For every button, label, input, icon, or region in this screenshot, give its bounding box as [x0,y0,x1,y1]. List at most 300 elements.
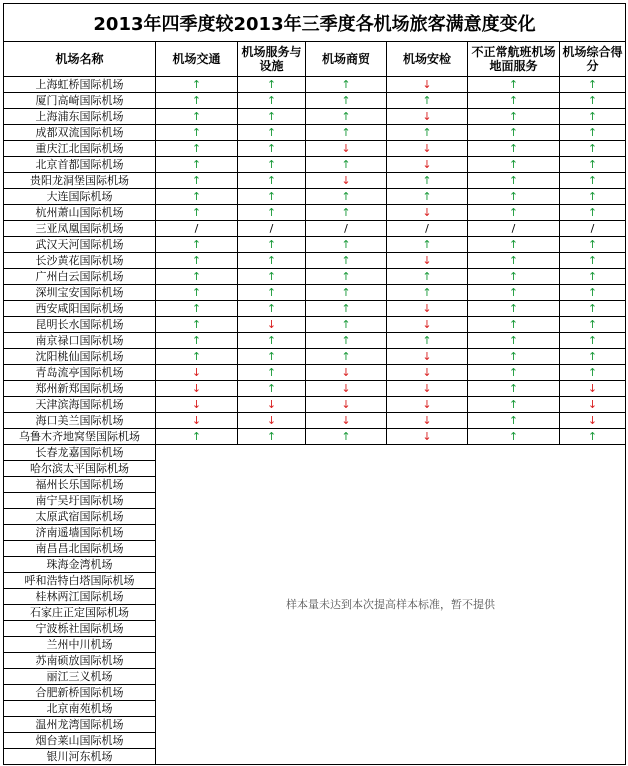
arrow-up-icon: ↑ [191,254,202,267]
arrow-down-icon: ↓ [422,302,432,315]
change-cell [468,365,560,381]
change-cell [238,109,306,125]
change-cell [238,333,306,349]
airport-name-cell: 珠海金湾机场 [4,557,156,573]
change-cell [238,413,306,429]
arrow-up-icon: ↑ [587,334,598,347]
arrow-up-icon: ↑ [191,94,202,107]
arrow-down-icon: ↓ [341,174,351,187]
change-cell [387,285,468,301]
airport-name-cell: 石家庄正定国际机场 [4,605,156,621]
not-applicable-mark: / [269,222,274,235]
change-cell [156,317,238,333]
arrow-up-icon: ↑ [508,174,519,187]
airport-name-cell: 青岛流亭国际机场 [4,365,156,381]
arrow-up-icon: ↑ [191,318,202,331]
table-row [4,189,626,205]
arrow-down-icon: ↓ [341,142,351,155]
table-row [4,109,626,125]
arrow-up-icon: ↑ [341,286,351,299]
arrow-down-icon: ↓ [422,382,432,395]
change-cell [306,269,387,285]
change-cell [238,429,306,445]
change-cell [560,237,626,253]
arrow-up-icon: ↑ [341,78,351,91]
change-cell [387,173,468,189]
arrow-down-icon: ↓ [422,350,432,363]
change-cell [468,333,560,349]
change-cell [156,221,238,237]
airport-name-cell: 乌鲁木齐地窝堡国际机场 [4,429,156,445]
airport-name-cell: 北京南苑机场 [4,701,156,717]
change-cell [387,253,468,269]
change-cell [156,93,238,109]
arrow-up-icon: ↑ [508,94,519,107]
header-security: 机场安检 [387,42,468,77]
arrow-down-icon: ↓ [422,110,432,123]
table-row [4,157,626,173]
change-cell [560,77,626,93]
table-row [4,301,626,317]
arrow-up-icon: ↑ [587,270,598,283]
change-cell [387,205,468,221]
arrow-up-icon: ↑ [587,174,598,187]
change-cell [306,397,387,413]
change-cell [306,317,387,333]
change-cell [238,125,306,141]
change-cell [560,381,626,397]
change-cell [468,429,560,445]
arrow-up-icon: ↑ [587,350,598,363]
airport-name-cell: 丽江三义机场 [4,669,156,685]
arrow-up-icon: ↑ [422,174,432,187]
change-cell [306,413,387,429]
arrow-up-icon: ↑ [191,270,202,283]
airport-name-cell: 济南遥墙国际机场 [4,525,156,541]
arrow-up-icon: ↑ [422,238,432,251]
table-row [4,125,626,141]
change-cell [238,221,306,237]
arrow-up-icon: ↑ [508,350,519,363]
airport-name-cell: 太原武宿国际机场 [4,509,156,525]
arrow-up-icon: ↑ [266,190,277,203]
change-cell [238,285,306,301]
arrow-up-icon: ↑ [191,174,202,187]
change-cell [387,237,468,253]
change-cell [306,237,387,253]
table-row [4,221,626,237]
change-cell [306,301,387,317]
arrow-up-icon: ↑ [587,286,598,299]
not-applicable-mark: / [425,222,429,235]
arrow-up-icon: ↑ [587,158,598,171]
table-row [4,269,626,285]
change-cell [387,317,468,333]
arrow-up-icon: ↑ [587,302,598,315]
arrow-up-icon: ↑ [587,430,598,443]
arrow-up-icon: ↑ [266,286,277,299]
arrow-up-icon: ↑ [191,238,202,251]
table-row [4,237,626,253]
airport-name-cell: 广州白云国际机场 [4,269,156,285]
arrow-down-icon: ↓ [587,398,598,411]
change-cell [468,221,560,237]
table-row [4,381,626,397]
airport-name-cell: 天津滨海国际机场 [4,397,156,413]
arrow-up-icon: ↑ [508,78,519,91]
arrow-up-icon: ↑ [587,366,598,379]
change-cell [468,125,560,141]
airport-name-cell: 昆明长水国际机场 [4,317,156,333]
table-row [4,397,626,413]
change-cell [306,285,387,301]
satisfaction-table [3,3,626,765]
change-cell [560,333,626,349]
arrow-up-icon: ↑ [266,158,277,171]
change-cell [560,93,626,109]
arrow-up-icon: ↑ [341,334,351,347]
change-cell [468,413,560,429]
not-applicable-mark: / [511,222,516,235]
airport-name-cell: 武汉天河国际机场 [4,237,156,253]
arrow-down-icon: ↓ [266,414,277,427]
table-title: 2013年四季度较2013年三季度各机场旅客满意度变化 [4,4,626,42]
change-cell [238,253,306,269]
arrow-up-icon: ↑ [508,238,519,251]
change-cell [560,173,626,189]
change-cell [560,349,626,365]
arrow-up-icon: ↑ [266,206,277,219]
arrow-up-icon: ↑ [508,430,519,443]
header-row [4,42,626,77]
change-cell [156,429,238,445]
change-cell [468,237,560,253]
change-cell [560,317,626,333]
arrow-up-icon: ↑ [266,302,277,315]
arrow-up-icon: ↑ [508,190,519,203]
change-cell [156,109,238,125]
header-airport-name: 机场名称 [4,42,156,77]
change-cell [560,125,626,141]
arrow-up-icon: ↑ [422,190,432,203]
arrow-down-icon: ↓ [422,206,432,219]
change-cell [306,189,387,205]
change-cell [387,125,468,141]
arrow-up-icon: ↑ [266,238,277,251]
arrow-up-icon: ↑ [266,110,277,123]
airport-name-cell: 厦门高崎国际机场 [4,93,156,109]
airport-name-cell: 长春龙嘉国际机场 [4,445,156,461]
arrow-down-icon: ↓ [191,382,202,395]
airport-name-cell: 上海浦东国际机场 [4,109,156,125]
airport-name-cell: 西安咸阳国际机场 [4,301,156,317]
arrow-up-icon: ↑ [508,126,519,139]
arrow-up-icon: ↑ [341,206,351,219]
change-cell [387,189,468,205]
change-cell [306,157,387,173]
arrow-down-icon: ↓ [341,414,351,427]
arrow-up-icon: ↑ [341,350,351,363]
airport-name-cell: 郑州新郑国际机场 [4,381,156,397]
table-row [4,349,626,365]
arrow-up-icon: ↑ [422,94,432,107]
table-row [4,429,626,445]
arrow-down-icon: ↓ [422,142,432,155]
arrow-down-icon: ↓ [341,366,351,379]
airport-name-cell: 银川河东机场 [4,749,156,765]
change-cell [238,269,306,285]
change-cell [468,157,560,173]
arrow-up-icon: ↑ [508,318,519,331]
change-cell [387,77,468,93]
change-cell [387,365,468,381]
spreadsheet [3,3,625,763]
arrow-up-icon: ↑ [266,78,277,91]
change-cell [156,253,238,269]
change-cell [156,157,238,173]
arrow-up-icon: ↑ [508,158,519,171]
airport-name-cell: 呼和浩特白塔国际机场 [4,573,156,589]
change-cell [560,109,626,125]
change-cell [560,429,626,445]
arrow-up-icon: ↑ [341,158,351,171]
change-cell [238,349,306,365]
table-row [4,141,626,157]
header-irregular-flight-service: 不正常航班机场地面服务 [468,42,560,77]
table-row [4,365,626,381]
arrow-down-icon: ↓ [191,414,202,427]
arrow-up-icon: ↑ [508,366,519,379]
arrow-up-icon: ↑ [266,334,277,347]
change-cell [238,301,306,317]
change-cell [387,429,468,445]
change-cell [306,253,387,269]
arrow-up-icon: ↑ [341,94,351,107]
change-cell [156,189,238,205]
change-cell [156,237,238,253]
not-applicable-mark: / [344,222,348,235]
arrow-up-icon: ↑ [587,254,598,267]
change-cell [156,285,238,301]
arrow-down-icon: ↓ [422,366,432,379]
header-transport: 机场交通 [156,42,238,77]
arrow-up-icon: ↑ [191,350,202,363]
table-row [4,285,626,301]
change-cell [306,125,387,141]
arrow-up-icon: ↑ [508,334,519,347]
change-cell [238,365,306,381]
airport-name-cell: 重庆江北国际机场 [4,141,156,157]
not-applicable-mark: / [194,222,199,235]
arrow-up-icon: ↑ [341,270,351,283]
arrow-up-icon: ↑ [191,302,202,315]
table-row [4,77,626,93]
arrow-up-icon: ↑ [266,350,277,363]
change-cell [387,93,468,109]
airport-name-cell: 沈阳桃仙国际机场 [4,349,156,365]
change-cell [238,237,306,253]
arrow-up-icon: ↑ [422,286,432,299]
change-cell [468,269,560,285]
change-cell [238,205,306,221]
change-cell [560,413,626,429]
arrow-up-icon: ↑ [266,94,277,107]
arrow-up-icon: ↑ [587,206,598,219]
arrow-up-icon: ↑ [508,414,519,427]
change-cell [156,333,238,349]
arrow-up-icon: ↑ [422,270,432,283]
change-cell [387,397,468,413]
airport-name-cell: 温州龙湾国际机场 [4,717,156,733]
change-cell [306,173,387,189]
airport-name-cell: 南宁吴圩国际机场 [4,493,156,509]
airport-name-cell: 贵阳龙洞堡国际机场 [4,173,156,189]
arrow-up-icon: ↑ [191,286,202,299]
change-cell [387,109,468,125]
arrow-down-icon: ↓ [587,414,598,427]
arrow-down-icon: ↓ [191,366,202,379]
change-cell [156,397,238,413]
change-cell [560,397,626,413]
change-cell [238,141,306,157]
arrow-up-icon: ↑ [266,430,277,443]
arrow-up-icon: ↑ [587,238,598,251]
change-cell [560,141,626,157]
arrow-up-icon: ↑ [587,190,598,203]
arrow-up-icon: ↑ [422,126,432,139]
change-cell [468,317,560,333]
arrow-up-icon: ↑ [191,158,202,171]
airport-name-cell: 深圳宝安国际机场 [4,285,156,301]
arrow-up-icon: ↑ [587,126,598,139]
change-cell [306,365,387,381]
change-cell [238,77,306,93]
arrow-up-icon: ↑ [191,430,202,443]
arrow-up-icon: ↑ [191,206,202,219]
change-cell [560,301,626,317]
arrow-up-icon: ↑ [508,110,519,123]
change-cell [387,221,468,237]
change-cell [560,365,626,381]
airport-name-cell: 大连国际机场 [4,189,156,205]
arrow-up-icon: ↑ [266,126,277,139]
change-cell [238,317,306,333]
arrow-up-icon: ↑ [341,238,351,251]
table-row [4,445,626,461]
arrow-down-icon: ↓ [266,398,277,411]
change-cell [306,221,387,237]
change-cell [306,141,387,157]
airport-name-cell: 三亚凤凰国际机场 [4,221,156,237]
change-cell [306,93,387,109]
arrow-down-icon: ↓ [422,78,432,91]
table-row [4,413,626,429]
arrow-up-icon: ↑ [587,94,598,107]
change-cell [387,413,468,429]
change-cell [387,333,468,349]
change-cell [468,349,560,365]
airport-name-cell: 福州长乐国际机场 [4,477,156,493]
arrow-up-icon: ↑ [266,254,277,267]
change-cell [156,125,238,141]
airport-name-cell: 南昌昌北国际机场 [4,541,156,557]
arrow-up-icon: ↑ [266,174,277,187]
change-cell [468,397,560,413]
change-cell [156,413,238,429]
not-applicable-mark: / [590,222,595,235]
change-cell [238,157,306,173]
arrow-up-icon: ↑ [587,142,598,155]
airport-name-cell: 兰州中川机场 [4,637,156,653]
arrow-down-icon: ↓ [191,398,202,411]
table-row [4,253,626,269]
change-cell [306,109,387,125]
arrow-up-icon: ↑ [508,142,519,155]
arrow-up-icon: ↑ [341,110,351,123]
change-cell [468,77,560,93]
arrow-up-icon: ↑ [508,398,519,411]
table-row [4,173,626,189]
arrow-up-icon: ↑ [266,270,277,283]
change-cell [387,157,468,173]
arrow-up-icon: ↑ [191,190,202,203]
change-cell [468,301,560,317]
arrow-down-icon: ↓ [341,382,351,395]
change-cell [560,205,626,221]
arrow-up-icon: ↑ [341,126,351,139]
airport-name-cell: 合肥新桥国际机场 [4,685,156,701]
airport-name-cell: 苏南硕放国际机场 [4,653,156,669]
arrow-up-icon: ↑ [266,142,277,155]
change-cell [468,93,560,109]
change-cell [560,157,626,173]
change-cell [238,381,306,397]
change-cell [238,397,306,413]
airport-name-cell: 烟台莱山国际机场 [4,733,156,749]
change-cell [156,77,238,93]
arrow-up-icon: ↑ [341,302,351,315]
airport-name-cell: 宁波栎社国际机场 [4,621,156,637]
change-cell [387,141,468,157]
arrow-up-icon: ↑ [341,318,351,331]
arrow-up-icon: ↑ [508,206,519,219]
change-cell [560,221,626,237]
change-cell [560,269,626,285]
arrow-down-icon: ↓ [422,318,432,331]
arrow-up-icon: ↑ [341,190,351,203]
header-commerce: 机场商贸 [306,42,387,77]
change-cell [387,381,468,397]
airport-name-cell: 杭州萧山国际机场 [4,205,156,221]
arrow-up-icon: ↑ [587,78,598,91]
airport-name-cell: 桂林两江国际机场 [4,589,156,605]
arrow-down-icon: ↓ [266,318,277,331]
arrow-down-icon: ↓ [422,414,432,427]
change-cell [468,141,560,157]
arrow-up-icon: ↑ [587,110,598,123]
arrow-up-icon: ↑ [508,270,519,283]
table-row [4,333,626,349]
airport-name-cell: 长沙黄花国际机场 [4,253,156,269]
change-cell [306,381,387,397]
change-cell [468,381,560,397]
arrow-up-icon: ↑ [191,78,202,91]
change-cell [156,349,238,365]
airport-name-cell: 成都双流国际机场 [4,125,156,141]
arrow-down-icon: ↓ [422,398,432,411]
arrow-up-icon: ↑ [422,334,432,347]
arrow-up-icon: ↑ [191,110,202,123]
